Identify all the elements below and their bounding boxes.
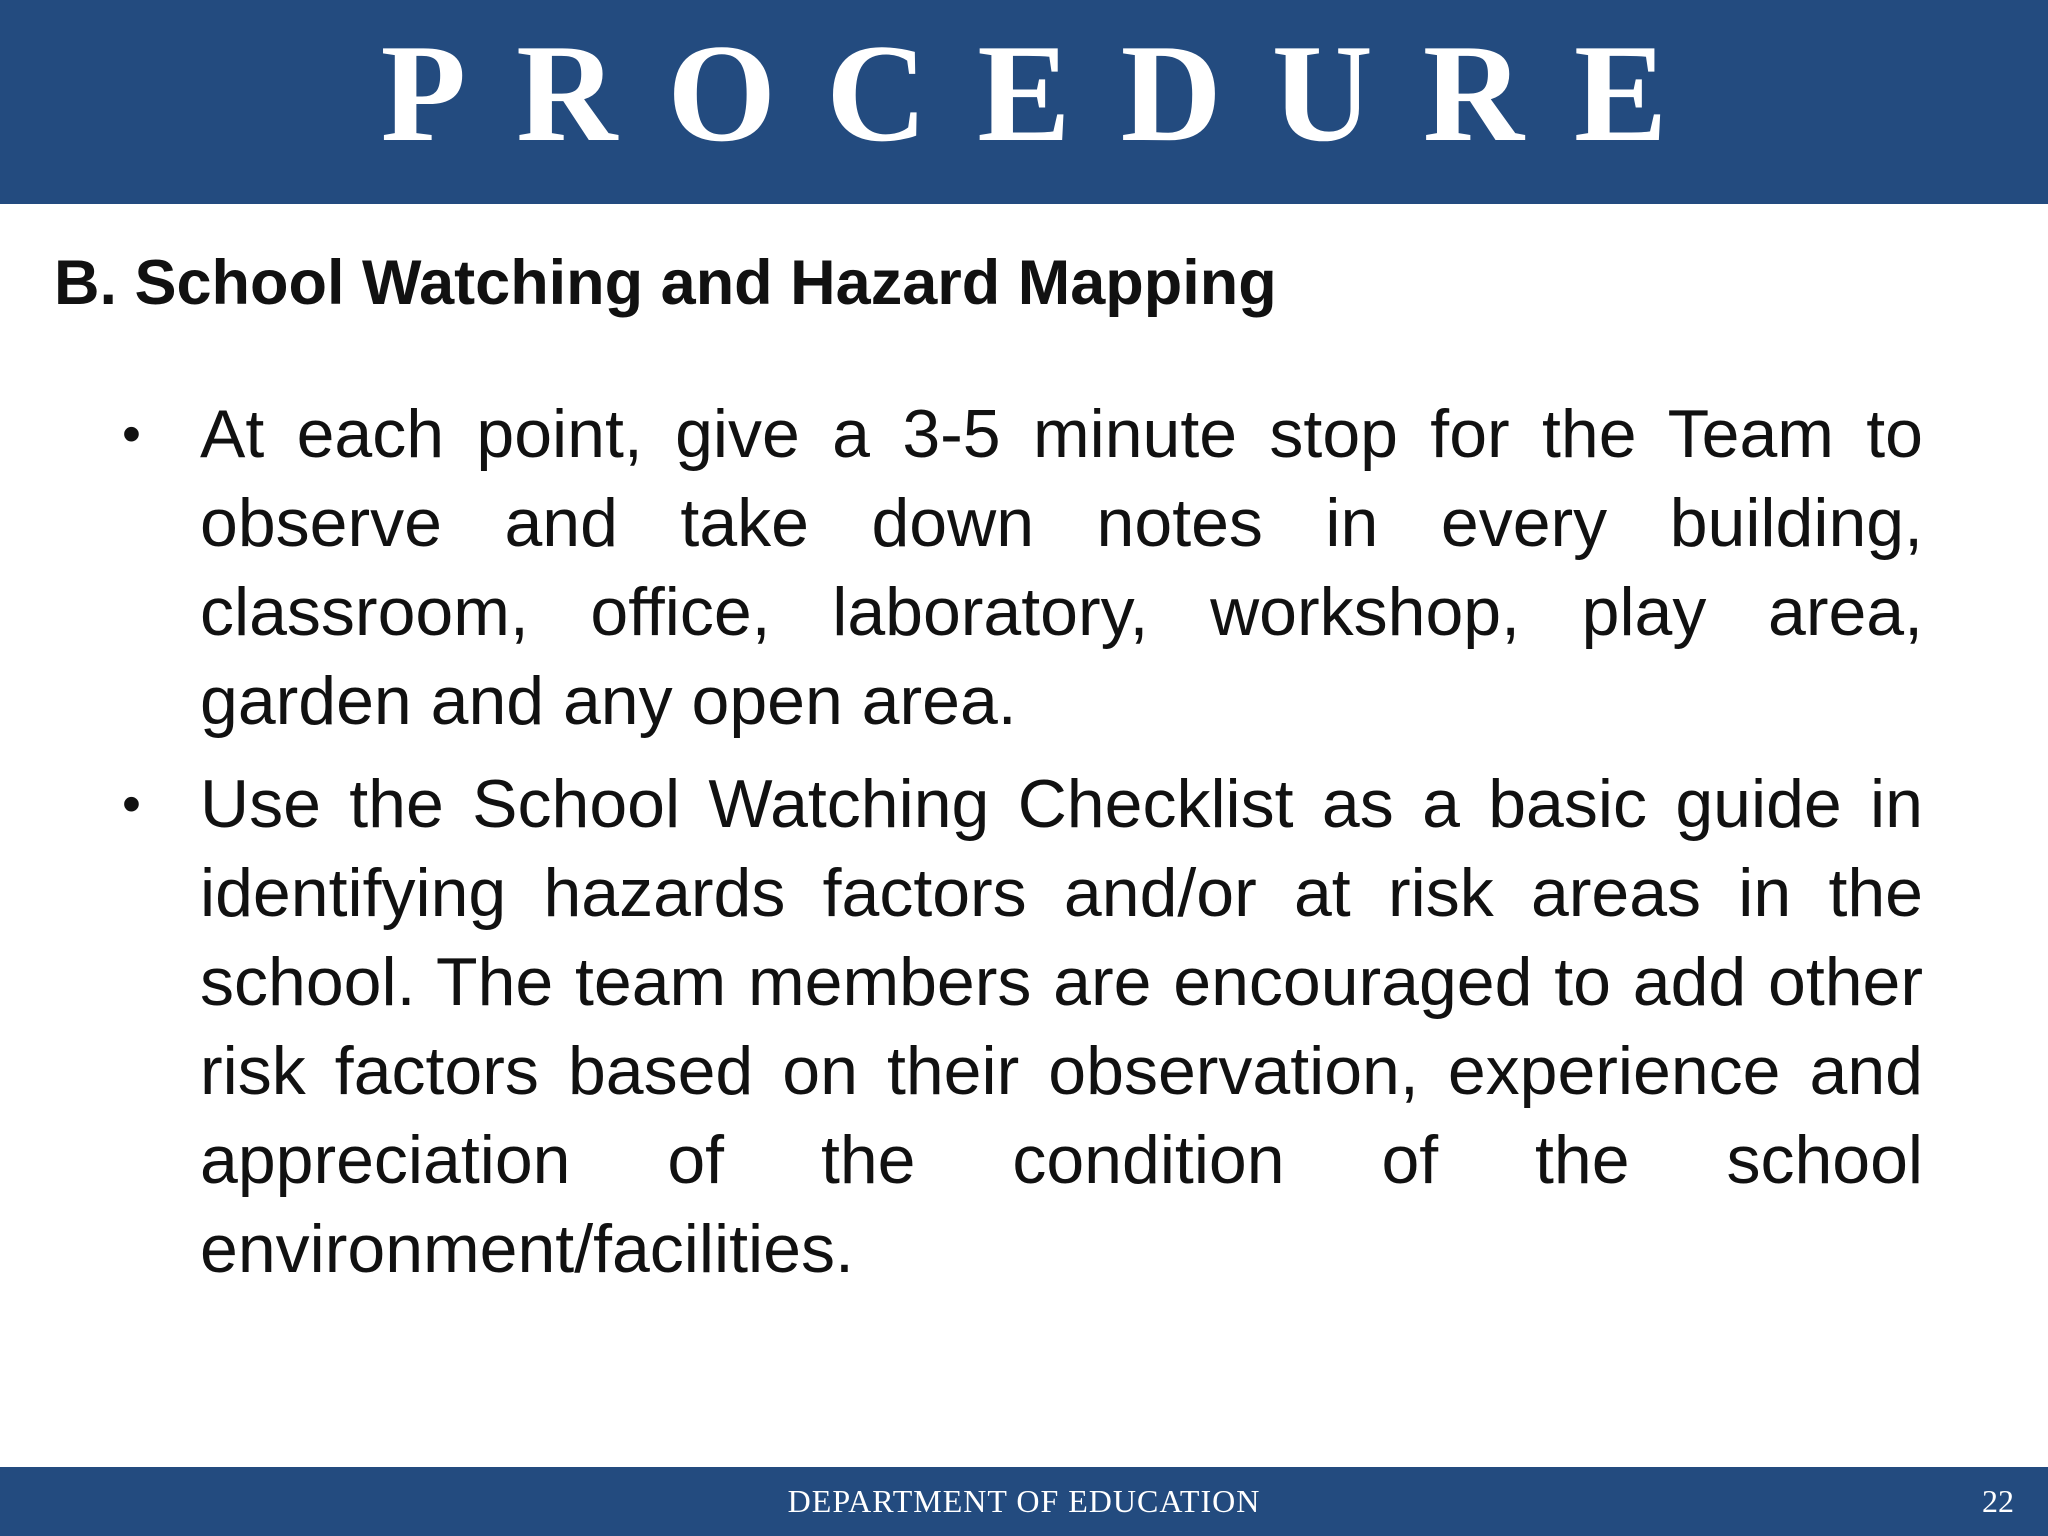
bullet-dot-icon: • [122, 774, 141, 834]
bullet-dot-icon: • [122, 404, 141, 464]
bullet-list [0, 390, 2048, 1308]
bullet-text: Use the School Watching Checklist as a basic guide in identifying hazards factors and/or at risk areas in the school. The team members are encouraged to add other risk factors based on their observation, experience and appreciation of the condition of the school environment/facilities. [200, 766, 1923, 1287]
bullet-text: At each point, give a 3-5 minute stop for the Team to observe and take down notes in every building, classroom, office, laboratory, workshop, play area, garden and any open area. [200, 396, 1923, 739]
footer-organization: DEPARTMENT OF EDUCATION [787, 1483, 1261, 1519]
slide-title: PROCEDURE [380, 16, 1718, 171]
bullet-item [122, 760, 1923, 1294]
page-number: 22 [1982, 1483, 2014, 1519]
section-subtitle: B. School Watching and Hazard Mapping [54, 248, 1277, 318]
bullet-item [122, 390, 1923, 746]
